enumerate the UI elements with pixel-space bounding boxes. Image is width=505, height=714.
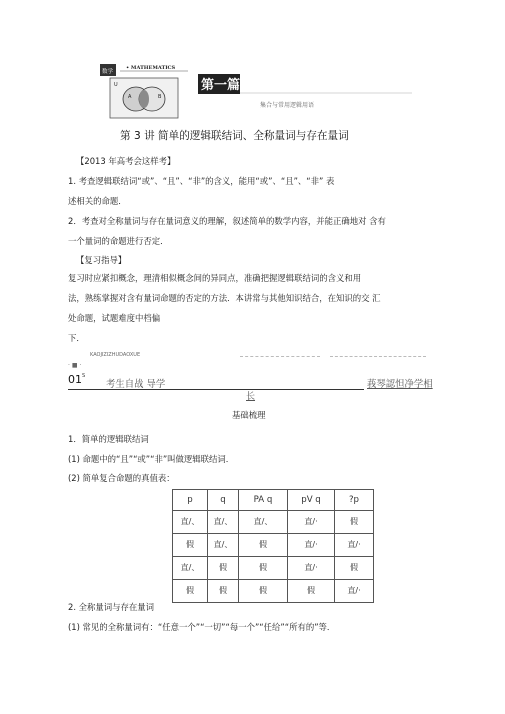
table-header: pV q [288, 490, 335, 511]
section-number: 01 [68, 373, 82, 386]
section-title-right: 莪琴認怛净学相 [367, 379, 433, 390]
table-cell: 假 [239, 534, 288, 557]
section-banner-rule [68, 389, 364, 390]
table-header: q [208, 490, 239, 511]
table-row [173, 580, 374, 603]
exam-point-line: 一个量词的命题进行否定． [68, 236, 169, 246]
table-header: ?p [335, 490, 374, 511]
review-line: 下． [68, 333, 85, 343]
table-cell: 假 [335, 511, 374, 534]
basics-heading: 基础梳理 [232, 410, 266, 420]
table-cell: 假 [239, 580, 288, 603]
review-line: 处命题，试题难度中档偏 [68, 313, 161, 323]
badge-text: 数学 [102, 69, 114, 75]
point1-item: (2) 简单复合命题的真值表： [68, 473, 175, 483]
chapter-subtitle: 集合与常用逻辑用语 [260, 102, 315, 109]
truth-table [172, 489, 374, 603]
section-title-wrap: 长 [246, 392, 256, 402]
point1-heading: 1．简单的逻辑联结词 [68, 434, 149, 444]
banner-dash-line [240, 356, 320, 357]
point2-item: (1) 常见的全称量词有：“任意一个”“一切”“每一个”“任给”“所有的”等． [68, 622, 336, 632]
venn-label-b: B [158, 94, 162, 100]
table-cell: 直/、 [208, 511, 239, 534]
chapter-header-graphic [100, 62, 192, 122]
table-header: p [173, 490, 208, 511]
exam-point-line: 述相关的命题． [68, 196, 127, 206]
table-cell: 假 [335, 557, 374, 580]
exam-point-line: 2．考查对全称量词与存在量词意义的理解，叙述简单的数学内容，并能正确地对 含有 [68, 216, 386, 226]
table-cell: 直/、 [173, 511, 208, 534]
table-cell: 假 [239, 557, 288, 580]
table-cell: 直/· [288, 534, 335, 557]
table-row [173, 557, 374, 580]
review-header: 【复习指导】 [76, 255, 127, 265]
chapter-title: 第一篇 [201, 78, 241, 93]
review-line: 法，熟练掌握对含有量词命题的否定的方法．本讲常与其他知识结合，在知识的交 汇 [68, 293, 381, 303]
review-line: 复习时应紧扣概念，理清相似概念间的异同点，准确把握逻辑联结词的含义和用 [68, 273, 362, 283]
banner-dash-line [330, 356, 426, 357]
venn-label-a: A [128, 94, 132, 100]
table-row [173, 534, 374, 557]
point2-heading: 2. 全称量词与存在量词 [68, 602, 155, 612]
chapter-banner [198, 74, 412, 94]
table-cell: 直/、 [239, 511, 288, 534]
exam-point-line: 1. 考查逻辑联结词“或”、“且”、“非”的含义，能用“或”、“且”、“非” 表 [68, 176, 335, 186]
table-cell: 假 [208, 580, 239, 603]
table-cell: 直/· [335, 534, 374, 557]
table-cell: 直/· [335, 580, 374, 603]
table-cell: 假 [288, 580, 335, 603]
exam-header: 【2013 年高考会这样考】 [76, 156, 176, 166]
table-cell: 直/、 [208, 534, 239, 557]
table-header: PA q [239, 490, 288, 511]
section-pinyin: KAOJIZIZHUDAOXUE [90, 352, 141, 358]
section-number-sup: S [82, 373, 86, 379]
lecture-title: 第 3 讲 简单的逻辑联结词、全称量词与存在量词 [120, 130, 349, 142]
venn-label-u: U [114, 82, 118, 88]
section-marker: · ■ · [68, 362, 82, 369]
mathematics-label: • MATHEMATICS [126, 65, 176, 71]
table-cell: 假 [173, 580, 208, 603]
table-cell: 直/、 [173, 557, 208, 580]
table-cell: 假 [173, 534, 208, 557]
table-cell: 直/· [288, 511, 335, 534]
section-title-left: 考生自战 导学 [106, 379, 166, 390]
point1-item: (1) 命题中的“且”“或”“非”叫做逻辑联结词． [68, 454, 235, 464]
table-cell: 直/· [288, 557, 335, 580]
table-row [173, 511, 374, 534]
table-cell: 假 [208, 557, 239, 580]
table-header-row [173, 490, 374, 511]
